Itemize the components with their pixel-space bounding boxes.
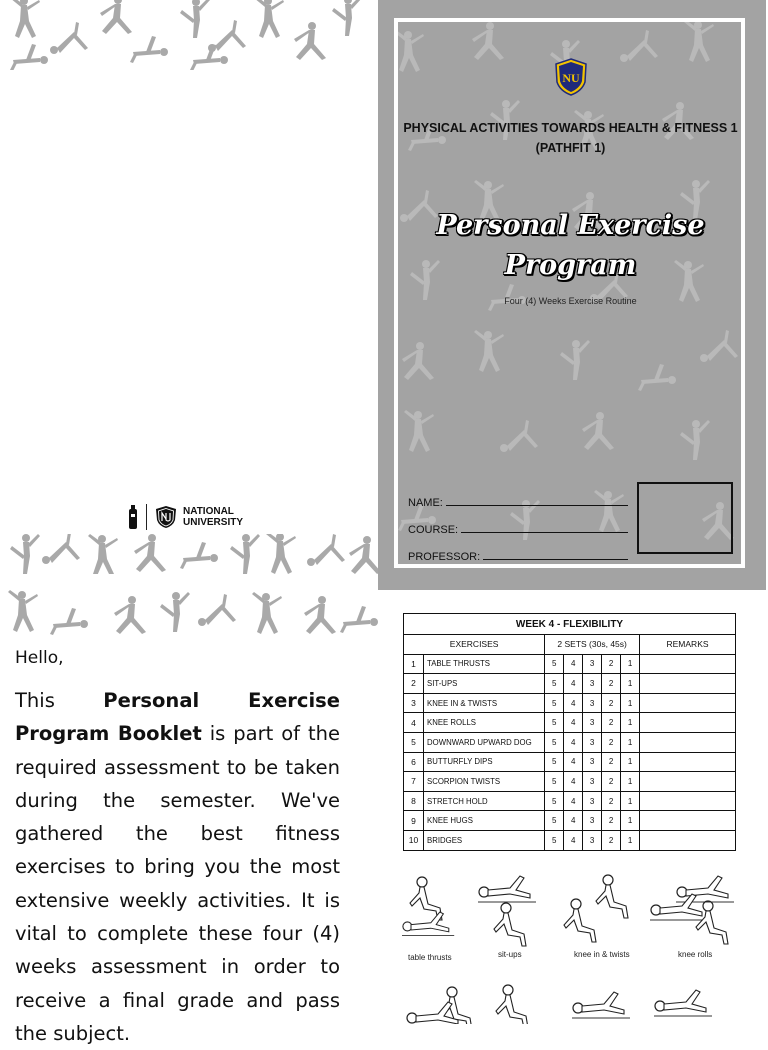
row-number: 7 (404, 772, 424, 792)
knee-rolls-illustration (646, 872, 742, 948)
table-row (404, 693, 736, 713)
exercise-name: BRIDGES (424, 830, 545, 850)
row-number: 4 (404, 713, 424, 733)
rating-cell[interactable]: 2 (602, 791, 621, 811)
rating-cell[interactable]: 2 (602, 732, 621, 752)
rating-cell[interactable]: 5 (545, 654, 564, 674)
nu-crest-icon (554, 58, 588, 96)
university-logo (128, 504, 243, 530)
rating-cell[interactable]: 5 (545, 693, 564, 713)
remarks-cell[interactable] (640, 713, 736, 733)
rating-cell[interactable]: 4 (564, 713, 583, 733)
exercise-name: KNEE ROLLS (424, 713, 545, 733)
rating-cell[interactable]: 3 (583, 791, 602, 811)
remarks-cell[interactable] (640, 772, 736, 792)
row-number: 2 (404, 674, 424, 694)
sets-header: 2 SETS (30s, 45s) (545, 635, 640, 655)
remarks-cell[interactable] (640, 674, 736, 694)
rating-cell[interactable]: 5 (545, 791, 564, 811)
row-number: 8 (404, 791, 424, 811)
row-number: 9 (404, 811, 424, 831)
program-title (398, 206, 743, 286)
program-subtitle: Four (4) Weeks Exercise Routine (504, 296, 637, 306)
exercise-name: STRETCH HOLD (424, 791, 545, 811)
rating-cell[interactable]: 3 (583, 654, 602, 674)
rating-cell[interactable]: 5 (545, 674, 564, 694)
exercise-name: SCORPION TWISTS (424, 772, 545, 792)
rating-cell[interactable]: 2 (602, 713, 621, 733)
rating-cell[interactable]: 3 (583, 752, 602, 772)
greeting: Hello, (15, 648, 64, 668)
university-name-line2: UNIVERSITY (183, 517, 244, 528)
rating-cell[interactable]: 2 (602, 674, 621, 694)
rating-cell[interactable]: 4 (564, 772, 583, 792)
rating-cell[interactable]: 4 (564, 674, 583, 694)
professor-field[interactable] (408, 536, 628, 563)
photo-box[interactable] (637, 482, 733, 554)
remarks-cell[interactable] (640, 752, 736, 772)
table-row (404, 752, 736, 772)
row-number: 1 (404, 654, 424, 674)
rating-cell[interactable]: 2 (602, 752, 621, 772)
rating-cell[interactable]: 3 (583, 772, 602, 792)
rating-cell[interactable]: 1 (621, 772, 640, 792)
rating-cell[interactable]: 5 (545, 713, 564, 733)
course-label: COURSE: (408, 524, 459, 536)
caption-table-thrusts: table thrusts (408, 953, 452, 962)
rating-cell[interactable]: 1 (621, 791, 640, 811)
name-label: NAME: (408, 497, 443, 509)
rating-cell[interactable]: 4 (564, 791, 583, 811)
table-title: WEEK 4 - FLEXIBILITY (404, 614, 736, 635)
rating-cell[interactable]: 3 (583, 674, 602, 694)
program-title-line1: Personal Exercise (436, 210, 705, 241)
remarks-cell[interactable] (640, 693, 736, 713)
exercise-name: KNEE HUGS (424, 811, 545, 831)
logo-divider (146, 504, 147, 530)
nu-seal-icon (155, 505, 177, 529)
row-number: 10 (404, 830, 424, 850)
rating-cell[interactable]: 2 (602, 654, 621, 674)
intro-body: is part of the required assessment to be taken during the semester. We've gathered the best fitness exercises to bring you the most extensive weekly activities. It is vital to complete these four (4) weeks assessment in order to receive a final grade and pass the subject. (15, 722, 340, 1045)
middle-silhouette-pattern-1 (0, 534, 378, 574)
exercise-name: KNEE IN & TWISTS (424, 693, 545, 713)
rating-cell[interactable]: 4 (564, 693, 583, 713)
program-title-line2: Program (504, 250, 637, 281)
table-row (404, 674, 736, 694)
course-title-line2: (PATHFIT 1) (535, 141, 606, 155)
table-row (404, 830, 736, 850)
rating-cell[interactable]: 4 (564, 811, 583, 831)
exercises-header: EXERCISES (404, 635, 545, 655)
university-name (183, 506, 243, 528)
rating-cell[interactable]: 1 (621, 830, 640, 850)
intro-lead: This (15, 689, 55, 712)
table-body (404, 654, 736, 850)
remarks-cell[interactable] (640, 654, 736, 674)
rating-cell[interactable]: 1 (621, 693, 640, 713)
svg-text:NU: NU (562, 71, 580, 85)
remarks-cell[interactable] (640, 830, 736, 850)
week4-flexibility-table (403, 613, 736, 851)
rating-cell[interactable]: 4 (564, 654, 583, 674)
table-thrusts-illustration (402, 876, 458, 952)
university-name-line1: NATIONAL (183, 506, 234, 517)
remarks-header: REMARKS (640, 635, 736, 655)
rating-cell[interactable]: 3 (583, 811, 602, 831)
rating-cell[interactable]: 5 (545, 772, 564, 792)
rating-cell[interactable]: 2 (602, 772, 621, 792)
course-title-line1: PHYSICAL ACTIVITIES TOWARDS HEALTH & FITNESS 1 (403, 121, 738, 135)
row-number: 6 (404, 752, 424, 772)
exercise-name: BUTTURFLY DIPS (424, 752, 545, 772)
table-row (404, 811, 736, 831)
rating-cell[interactable]: 3 (583, 732, 602, 752)
rating-cell[interactable]: 4 (564, 830, 583, 850)
rating-cell[interactable]: 5 (545, 811, 564, 831)
rating-cell[interactable]: 3 (583, 713, 602, 733)
rating-cell[interactable]: 1 (621, 674, 640, 694)
course-title (398, 118, 743, 158)
rating-cell[interactable]: 3 (583, 830, 602, 850)
table-row (404, 791, 736, 811)
water-bottle-icon (128, 505, 138, 529)
caption-knee-in-twists: knee in & twists (574, 950, 630, 959)
remarks-cell[interactable] (640, 791, 736, 811)
exercise-name: TABLE THRUSTS (424, 654, 545, 674)
exercise-name: DOWNWARD UPWARD DOG (424, 732, 545, 752)
rating-cell[interactable]: 1 (621, 713, 640, 733)
rating-cell[interactable]: 1 (621, 752, 640, 772)
middle-silhouette-pattern-2 (0, 588, 400, 640)
remarks-cell[interactable] (640, 732, 736, 752)
rating-cell[interactable]: 5 (545, 732, 564, 752)
bottom-illustrations-row (404, 984, 744, 1024)
sit-ups-illustration (474, 872, 544, 948)
caption-knee-rolls: knee rolls (678, 950, 713, 959)
rating-cell[interactable]: 1 (621, 654, 640, 674)
table-row (404, 713, 736, 733)
row-number: 3 (404, 693, 424, 713)
rating-cell[interactable]: 3 (583, 693, 602, 713)
rating-cell[interactable]: 2 (602, 830, 621, 850)
exercise-name: SIT-UPS (424, 674, 545, 694)
rating-cell[interactable]: 1 (621, 811, 640, 831)
course-field[interactable] (408, 509, 628, 536)
intro-paragraph (15, 684, 340, 1050)
table-row (404, 772, 736, 792)
knee-in-twists-illustration (556, 872, 642, 948)
row-number: 5 (404, 732, 424, 752)
remarks-cell[interactable] (640, 811, 736, 831)
rating-cell[interactable]: 2 (602, 693, 621, 713)
rating-cell[interactable]: 5 (545, 830, 564, 850)
table-row (404, 732, 736, 752)
caption-sit-ups: sit-ups (498, 950, 522, 959)
rating-cell[interactable]: 5 (545, 752, 564, 772)
rating-cell[interactable]: 1 (621, 732, 640, 752)
rating-cell[interactable]: 4 (564, 752, 583, 772)
student-info-form (408, 482, 628, 563)
table-row (404, 654, 736, 674)
top-silhouette-pattern (0, 0, 378, 70)
rating-cell[interactable]: 4 (564, 732, 583, 752)
intro-booklet-name: Personal Exercise Program Booklet (15, 689, 340, 746)
professor-label: PROFESSOR: (408, 551, 481, 563)
rating-cell[interactable]: 2 (602, 811, 621, 831)
name-field[interactable] (408, 482, 628, 509)
